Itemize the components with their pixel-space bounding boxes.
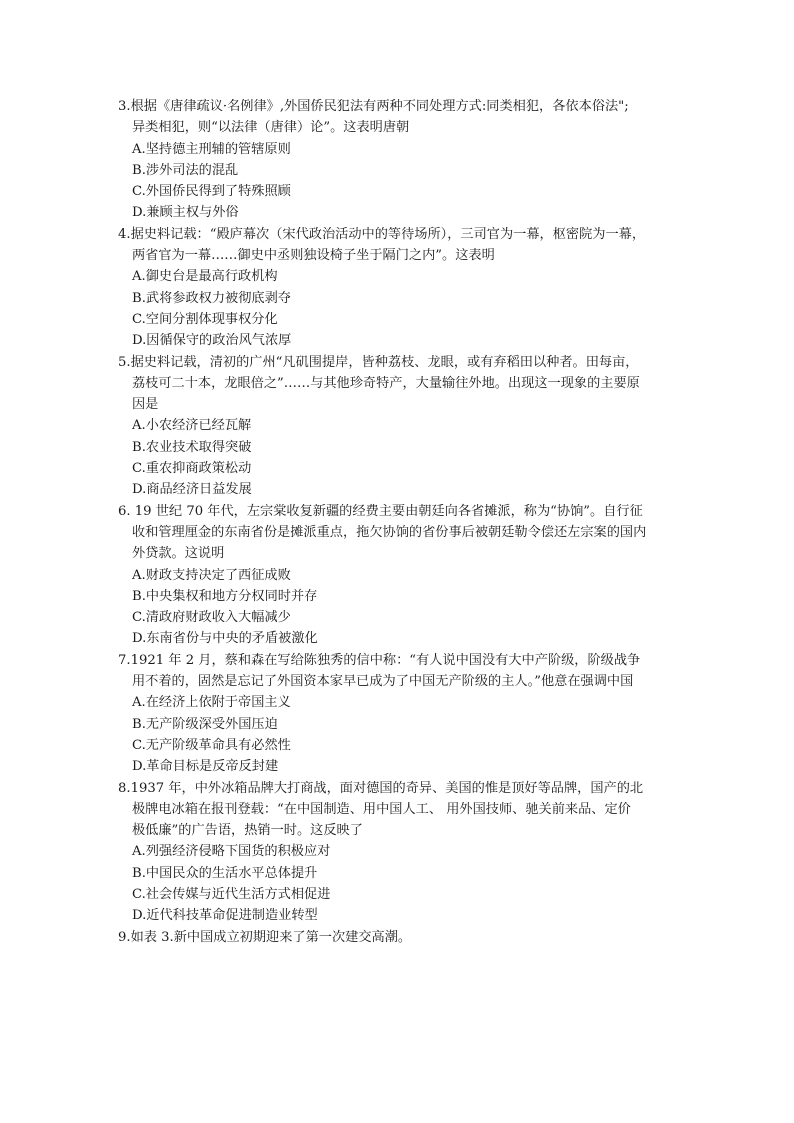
option-c: C.无产阶级革命具有必然性 xyxy=(132,737,291,753)
option-b: B.涉外司法的混乱 xyxy=(132,162,239,178)
question-5 xyxy=(118,352,690,501)
option-a: A.坚持德主刑辅的管辖原则 xyxy=(132,141,291,157)
option-d: D.东南省份与中央的矛盾被激化 xyxy=(132,631,318,647)
question-7 xyxy=(118,650,690,778)
option-d: D.兼顾主权与外俗 xyxy=(132,205,239,221)
question-stem-line: 7.1921 年 2 月，蔡和森在写给陈独秀的信中称：“有人说中国没有大中产阶级，阶级战争 xyxy=(118,652,641,668)
question-stem-line: 异类相犯，则“以法律（唐律）论”。这表明唐朝 xyxy=(132,120,410,136)
question-8 xyxy=(118,778,690,927)
option-a: A.财政支持决定了西征成败 xyxy=(132,567,291,583)
question-9 xyxy=(118,927,690,948)
option-d: D.近代科技革命促进制造业转型 xyxy=(132,908,318,924)
option-c: C.清政府财政收入大幅减少 xyxy=(132,610,291,626)
question-list xyxy=(118,96,690,948)
question-3 xyxy=(118,96,690,224)
option-b: B.武将参政权力被彻底剥夺 xyxy=(132,290,291,306)
option-c: C.空间分割体现事权分化 xyxy=(132,311,278,327)
option-d: D.商品经济日益发展 xyxy=(132,482,252,498)
question-stem-line: 荔枝可二十本，龙眼倍之”……与其他珍奇特产，大量输往外地。出现这一现象的主要原 xyxy=(132,375,640,391)
option-b: B.中国民众的生活水平总体提升 xyxy=(132,865,318,881)
question-stem-line: 外贷款。这说明 xyxy=(132,546,225,562)
option-b: B.农业技术取得突破 xyxy=(132,439,252,455)
question-stem-line: 用不着的，固然是忘记了外国资本家早已成为了中国无产阶级的主人。”他意在强调中国 xyxy=(132,674,634,690)
question-stem-line: 收和管理厘金的东南省份是摊派重点，拖欠协饷的省份事后被朝廷勒令偿还左宗案的国内 xyxy=(132,524,647,540)
option-a: A.小农经济已经瓦解 xyxy=(132,418,252,434)
option-d: D.革命目标是反帝反封建 xyxy=(132,759,279,775)
option-b: B.无产阶级深受外国压迫 xyxy=(132,716,278,732)
question-stem-line: 4.据史料记载：“殿庐幕次（宋代政治活动中的等待场所），三司官为一幕，枢密院为一幕， xyxy=(118,226,646,242)
question-stem-line: 极低廉”的广告语，热销一时。这反映了 xyxy=(132,823,363,839)
option-a: A.在经济上依附于帝国主义 xyxy=(132,695,291,711)
option-a: A.列强经济侵略下国货的积极应对 xyxy=(132,844,331,860)
option-a: A.御史台是最高行政机构 xyxy=(132,269,278,285)
question-4 xyxy=(118,224,690,352)
option-d: D.因循保守的政治风气浓厚 xyxy=(132,333,292,349)
question-stem-line: 两省官为一幕……御史中丞则独设椅子坐于隔门之内”。这表明 xyxy=(132,248,495,264)
option-c: C.社会传媒与近代生活方式相促进 xyxy=(132,886,331,902)
question-stem-line: 8.1937 年，中外冰箱品牌大打商战，面对德国的奇异、美国的惟是顶好等品牌，国产的北 xyxy=(118,780,644,796)
option-c: C.外国侨民得到了特殊照顾 xyxy=(132,184,291,200)
option-b: B.中央集权和地方分权同时并存 xyxy=(132,588,318,604)
question-stem-line: 因是 xyxy=(132,397,159,413)
question-6 xyxy=(118,501,690,650)
question-stem-line: 3.根据《唐律疏议·名例律》,外国侨民犯法有两种不同处理方式:同类相犯，各依本俗法"; xyxy=(118,99,629,114)
question-stem-line: 5.据史料记载，清初的广州“凡矶围提岸，皆种荔枝、龙眼，或有弃稻田以种者。田每亩， xyxy=(118,354,639,370)
question-stem-line: 6. 19 世纪 70 年代，左宗棠收复新疆的经费主要由朝廷向各省摊派，称为“协饷”。自行征 xyxy=(118,503,643,519)
question-stem-line: 极牌电冰箱在报刊登载：“在中国制造、用中国人工、 用外国技师、驰关前来品、定价 xyxy=(132,801,631,817)
question-stem-line: 9.如表 3.新中国成立初期迎来了第一次建交高潮。 xyxy=(118,929,412,945)
option-c: C.重农抑商政策松动 xyxy=(132,461,252,477)
